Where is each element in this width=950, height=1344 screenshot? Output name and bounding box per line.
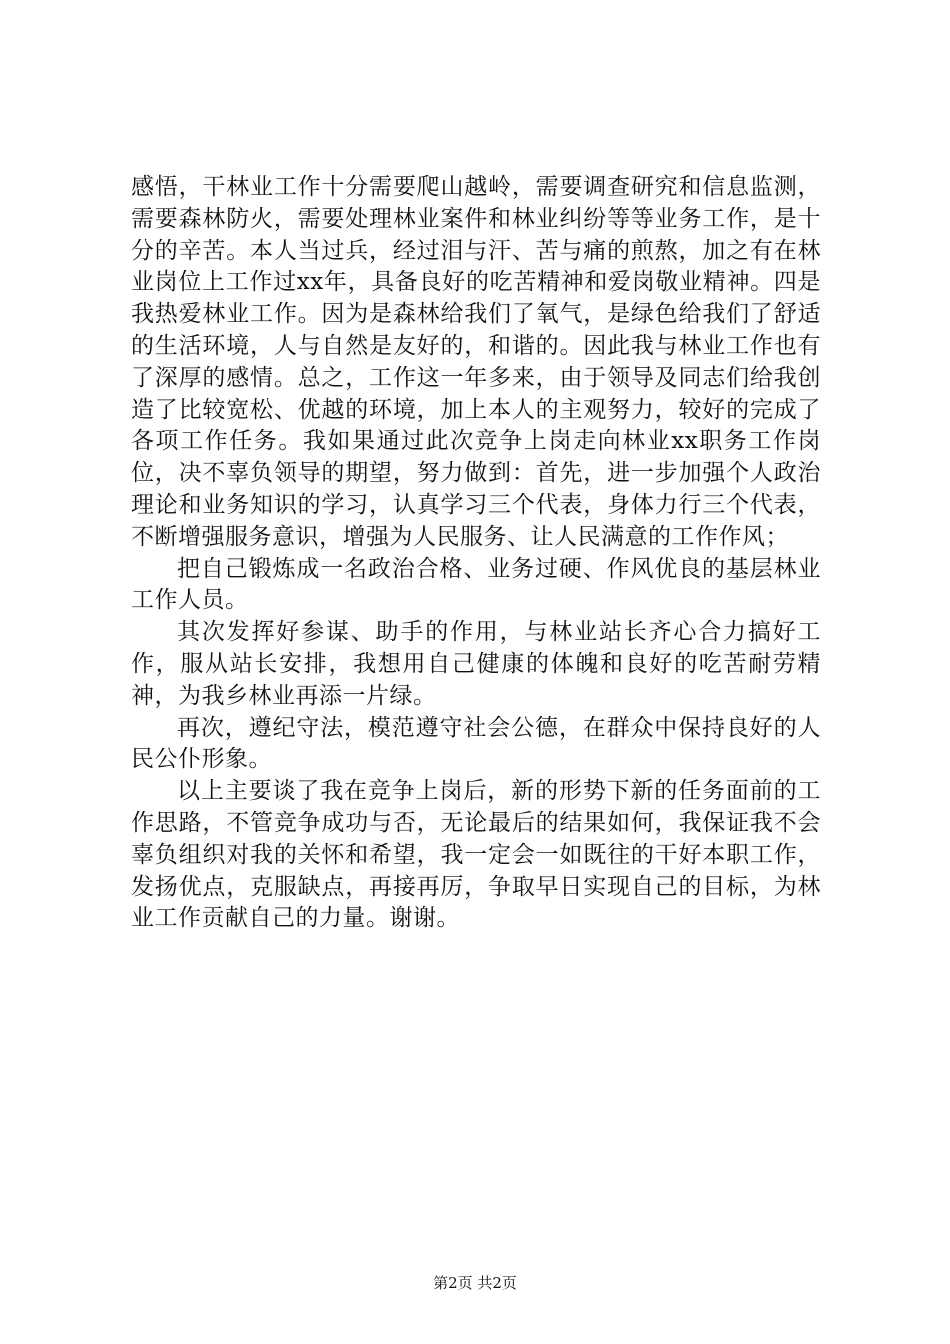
page-footer: 第2页 共2页: [433, 1274, 517, 1292]
paragraph-4: 再次，遵纪守法，模范遵守社会公德，在群众中保持良好的人民公仆形象。: [131, 714, 821, 773]
paragraph-3: 其次发挥好参谋、助手的作用，与林业站长齐心合力搞好工作，服从站长安排，我想用自己健康的体魄和良好的吃苦耐劳精神，为我乡林业再添一片绿。: [131, 619, 821, 709]
body-text: [131, 172, 821, 935]
paragraph-1: 感悟，干林业工作十分需要爬山越岭，需要调查研究和信息监测，需要森林防火，需要处理林业案件和林业纠纷等等业务工作，是十分的辛苦。本人当过兵，经过泪与汗、苦与痛的煎熬，加之有在林业岗位上工作过xx年，具备良好的吃苦精神和爱岗敬业精神。四是我热爱林业工作。因为是森林给我们了氧气，是绿色给我们了舒适的生活环境，人与自然是友好的，和谐的。因此我与林业工作也有了深厚的感情。总之，工作这一年多来，由于领导及同志们给我创造了比较宽松、优越的环境，加上本人的主观努力，较好的完成了各项工作任务。我如果通过此次竞争上岗走向林业xx职务工作岗位，决不辜负领导的期望，努力做到：首先，进一步加强个人政治理论和业务知识的学习，认真学习三个代表，身体力行三个代表，不断增强服务意识，增强为人民服务、让人民满意的工作作风；: [131, 174, 821, 550]
paragraph-2: 把自己锻炼成一名政治合格、业务过硬、作风优良的基层林业工作人员。: [131, 555, 821, 614]
paragraph-5: 以上主要谈了我在竞争上岗后，新的形势下新的任务面前的工作思路，不管竞争成功与否，无论最后的结果如何，我保证我不会辜负组织对我的关怀和希望，我一定会一如既往的干好本职工作，发扬优点，克服缺点，再接再厉，争取早日实现自己的目标，为林业工作贡献自己的力量。谢谢。: [131, 778, 821, 932]
